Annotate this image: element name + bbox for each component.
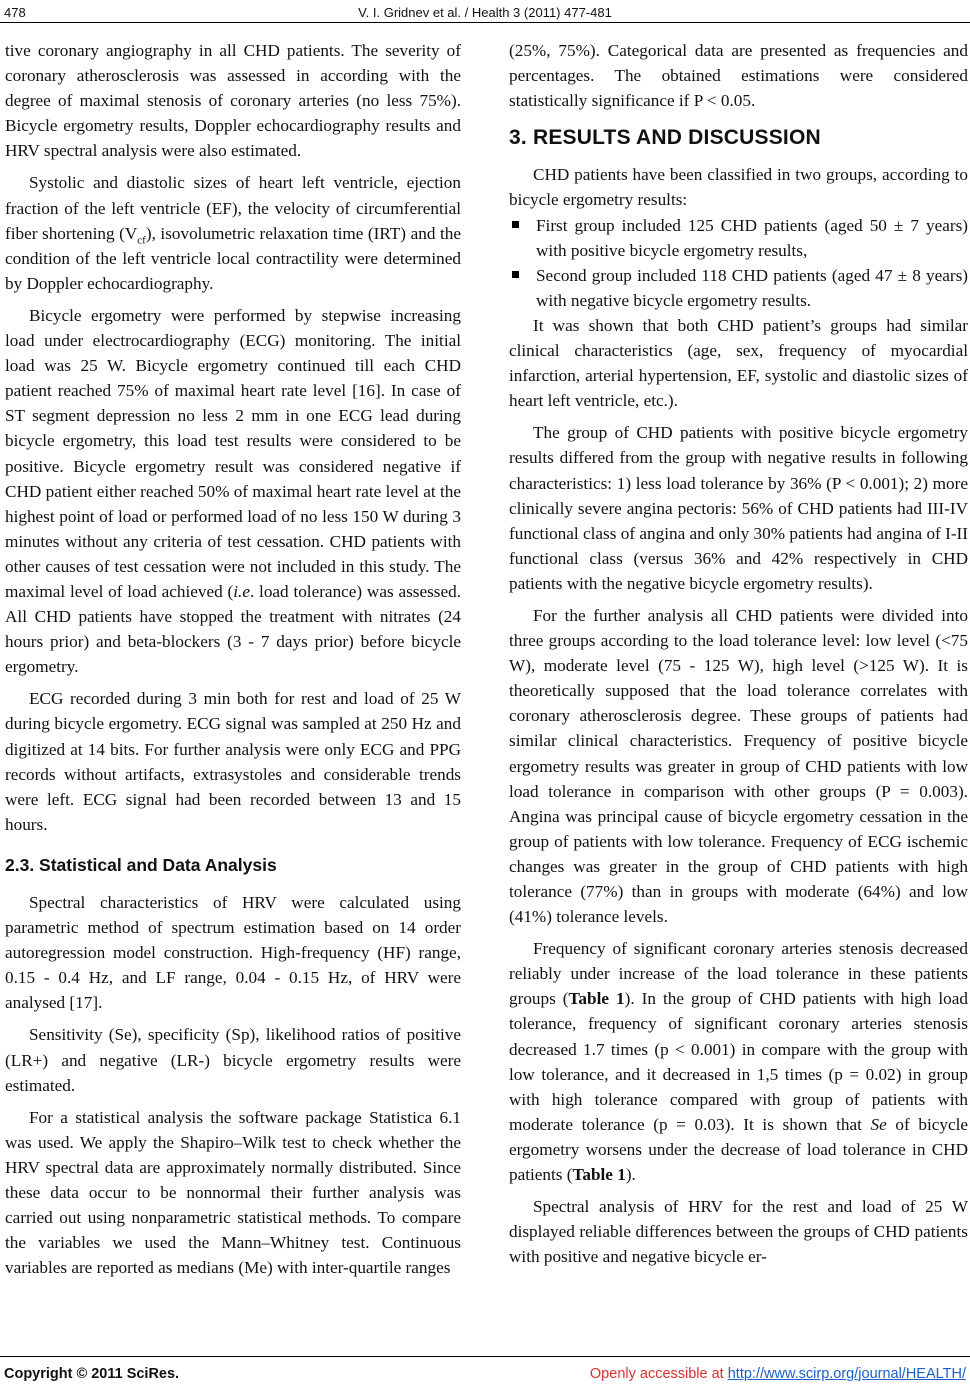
paragraph: Sensitivity (Se), specificity (Sp), likelihood ratios of positive (LR+) and negative (LR-) bicycle ergometry results were estimated. <box>5 1025 461 1095</box>
footer-rule <box>0 1356 970 1357</box>
left-column <box>5 38 461 1280</box>
paragraph <box>5 170 461 295</box>
list-item-text: First group included 125 CHD patients (aged 50 ± 7 years) with positive bicycle ergometry results, <box>536 215 968 260</box>
paragraph: ECG recorded during 3 min both for rest and load of 25 W during bicycle ergometry. ECG signal was sampled at 250 Hz and digitized at 14 bits. For further analysis were only ECG and PPG records without artifacts, extrasystoles and considerable trends were left. ECG signal had been recorded between 13 and 15 hours. <box>5 689 461 834</box>
paragraph: tive coronary angiography in all CHD patients. The severity of coronary atherosclerosis was assessed in according with the degree of maximal stenosis of coronary arteries (no less 75%). Bicycle ergometry results, Doppler echocardiography results and HRV spectral analysis were also estimated. <box>5 41 461 161</box>
italic-text: Se <box>870 1114 887 1134</box>
paragraph: It was shown that both CHD patient’s groups had similar clinical characteristics (age, sex, frequency of myocardial infarction, arterial hypertension, EF, systolic and diastolic sizes of heart left ventricle, etc.). <box>509 315 968 411</box>
bullet-square-icon <box>512 271 519 278</box>
paragraph: Spectral analysis of HRV for the rest and load of 25 W displayed reliable differences between the groups of CHD patients with positive and negative bicycle er- <box>509 1197 968 1267</box>
paragraph: CHD patients have been classified in two groups, according to bicycle ergometry results: <box>509 165 968 210</box>
list-item-text: Second group included 118 CHD patients (aged 47 ± 8 years) with negative bicycle ergometry results. <box>536 265 968 310</box>
subsection-heading: 2.3. Statistical and Data Analysis <box>5 854 277 875</box>
table-reference: Table 1 <box>572 1165 626 1185</box>
text-run: of bicycle ergometry worsens under the decrease of load tolerance in CHD patients ( <box>509 1114 968 1185</box>
paragraph <box>509 936 968 1187</box>
list-item <box>509 263 968 313</box>
text-run: ), isovolumetric relaxation time (IRT) and the condition of the left ventricle local contractility were determined by Doppler echocardiography. <box>5 223 461 293</box>
text-run: ). <box>625 1165 636 1185</box>
italic-text: i.e <box>233 581 250 601</box>
table-reference: Table 1 <box>568 989 625 1009</box>
text-run: Bicycle ergometry were performed by stepwise increasing load under electrocardiography (ECG) monitoring. The initial load was 25 W. Bicycle ergometry continued till each CHD patient reached 75% of maximal heart rate level [16]. In case of ST segment depression no less 2 mm in one ECG lead during bicycle ergometry, this load test results were considered to be positive. Bicycle ergometry result was considered negative if CHD patient either reached 50% of maximal heart rate level at the highest point of load or performed load of no less 150 W during 3 minutes without any criteria of test cessation. CHD patients with other causes of test cessation were not included in this study. The maximal level of load achieved ( <box>5 305 461 601</box>
text-run: ). In the group of CHD patients with high load tolerance, frequency of significant coronary arteries stenosis decreased 1.7 times (p < 0.001) in compare with the group with low tolerance, and it decreased in 1,5 times (p = 0.02) in group with high tolerance compared with group of patients with moderate tolerance (p = 0.03). It is shown that <box>509 989 968 1134</box>
page-header <box>0 0 970 24</box>
bullet-square-icon <box>512 221 519 228</box>
text-run: Frequency of significant coronary arteries stenosis decreased reliably under increase of the load tolerance in these patients groups ( <box>509 939 968 1009</box>
copyright-notice: Copyright © 2011 SciRes. <box>4 1366 180 1382</box>
bullet-list <box>509 213 968 313</box>
paragraph: The group of CHD patients with positive bicycle ergometry results differed from the group with negative results in following characteristics: 1) less load tolerance by 36% (P < 0.001); 2) more clinically severe angina pectoris: 56% of CHD patients had III-IV functional class of angina and only 30% patients had angina of I-II functional class (versus 36% and 42% respectively in CHD patients with the negative bicycle ergometry results). <box>509 423 968 593</box>
journal-link[interactable]: http://www.scirp.org/journal/HEALTH/ <box>727 1366 966 1382</box>
paragraph <box>5 303 461 679</box>
text-run: Systolic and diastolic sizes of heart left ventricle, ejection fraction of the left ventricle (EF), the velocity of circumferential fiber shortening (V <box>5 173 461 243</box>
list-item <box>509 213 968 263</box>
header-rule <box>0 22 970 23</box>
paragraph: For a statistical analysis the software package Statistica 6.1 was used. We apply the Shapiro–Wilk test to check whether the HRV spectral data are approximately normally distributed. Since these data occur to be nonnormal their further analysis was carried out using nonparametric statistical methods. To compare the variables we used the Mann–Whitney test. Continuous variables are reported as medians (Me) with inter-quartile ranges <box>5 1107 461 1278</box>
page-number: 478 <box>4 5 26 20</box>
paragraph: For the further analysis all CHD patients were divided into three groups according to the load tolerance level: low level (<75 W), moderate level (75 - 125 W), high level (>125 W). It is theoretically supposed that the load tolerance correlates with coronary atherosclerosis degree. These groups of patients had similar clinical characteristics. Frequency of positive bicycle ergometry results was greater in group of CHD patients with low load tolerance in comparison with other groups (P = 0.003). Angina was principal cause of bicycle ergometry cessation in the group of patients with low tolerance. Frequency of ECG ischemic changes was greater in the group of CHD patients with high tolerance (77%) than in groups with moderate (64%) and low (41%) tolerance levels. <box>509 605 968 927</box>
section-heading: 3. RESULTS AND DISCUSSION <box>509 126 821 150</box>
access-notice <box>590 1366 966 1382</box>
paragraph: Spectral characteristics of HRV were calculated using parametric method of spectrum estimation based on 14 order autoregression model construction. High-frequency (HF) range, 0.15 - 0.4 Hz, and LF range, 0.04 - 0.15 Hz, of HRV were analysed [17]. <box>5 893 461 1013</box>
right-column <box>509 38 968 1269</box>
text-run: . load tolerance) was assessed. All CHD patients have stopped the treatment with nitrates (24 hours prior) and beta-blockers (3 - 7 days prior) before bicycle ergometry. <box>5 581 461 677</box>
subscript: cf <box>137 234 146 247</box>
running-head: V. I. Gridnev et al. / Health 3 (2011) 477-481 <box>358 5 612 20</box>
access-text: Openly accessible at <box>589 1366 728 1382</box>
page-footer <box>0 1356 970 1386</box>
paragraph: (25%, 75%). Categorical data are presented as frequencies and percentages. The obtained estimations were considered statistically significance if P < 0.05. <box>509 41 968 111</box>
